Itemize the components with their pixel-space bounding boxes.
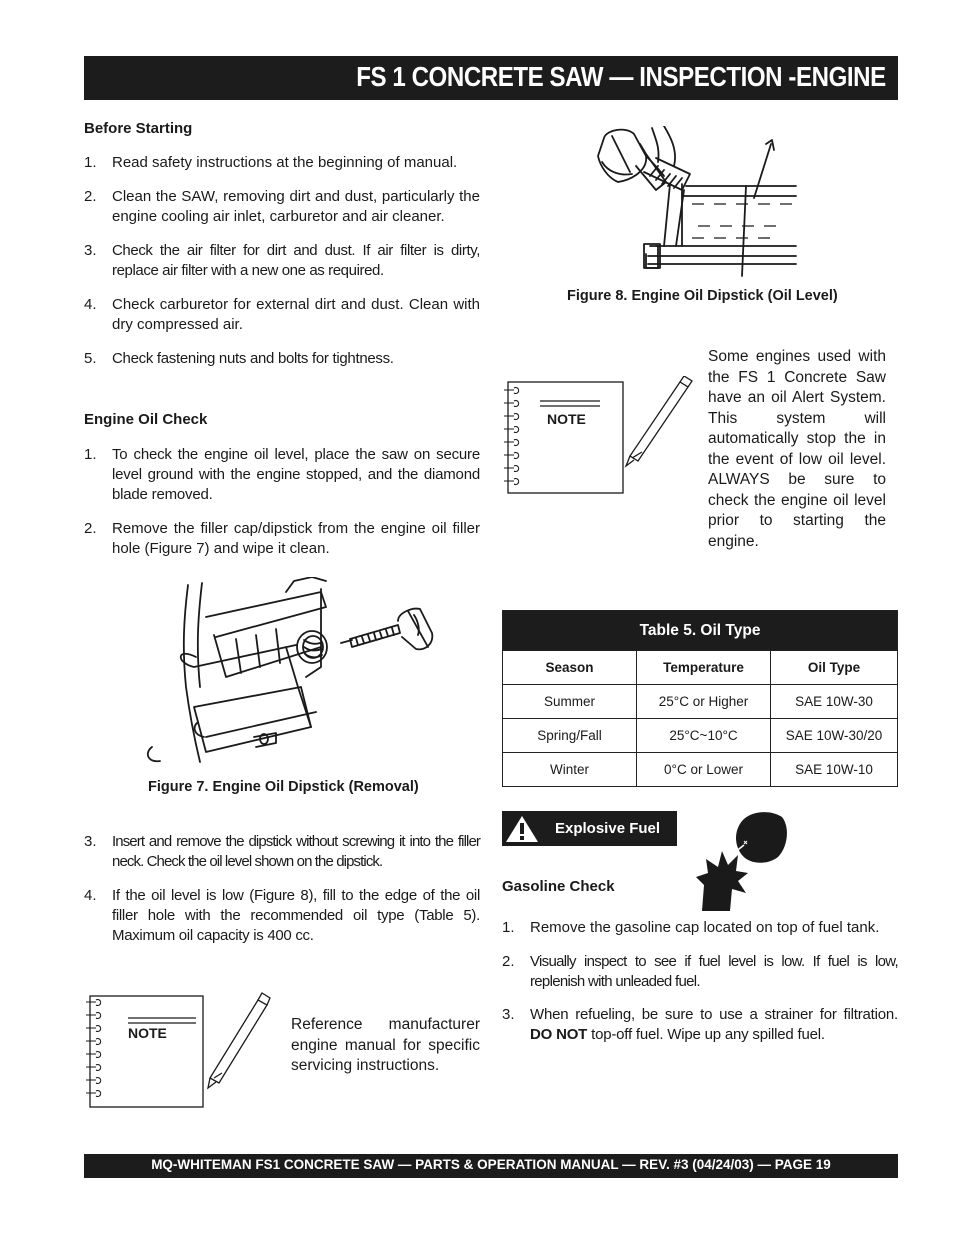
explosive-fuel-label: Explosive Fuel	[555, 820, 661, 837]
explosive-fuel-warning-bar	[502, 811, 677, 846]
engine-oil-dipstick-level-illustration	[586, 126, 802, 282]
note-oil-alert-text: Some engines used with the FS 1 Concrete Saw have an oil Alert System. This system will automatically stop the in the event of low oil level. ALWAYS be sure to check the engine oil level prior to starting the engine.	[708, 348, 886, 550]
table-title: Table 5. Oil Type	[503, 611, 898, 651]
engine-oil-dipstick-removal-illustration	[136, 577, 436, 769]
list-item: 3. Insert and remove the dipstick without screwing it into the filler neck. Check the oil level shown on the dipstick.	[84, 833, 480, 870]
note-notebook-icon	[502, 376, 694, 496]
note-reference-text: Reference manufacturer engine manual for specific servicing instructions.	[291, 1016, 480, 1074]
note-label: NOTE	[547, 411, 586, 427]
list-item: 3. When refueling, be sure to use a strainer for filtration. DO NOT top-off fuel. Wipe up any spilled fuel.	[502, 1006, 898, 1043]
gasoline-check-heading: Gasoline Check	[502, 878, 615, 895]
oil-type-table	[502, 610, 898, 787]
before-starting-heading: Before Starting	[84, 120, 193, 137]
page-title: FS 1 CONCRETE SAW — INSPECTION -ENGINE	[356, 61, 886, 92]
table-row: Summer 25°C or Higher SAE 10W-30	[503, 685, 898, 719]
list-item: 2. Remove the filler cap/dipstick from the engine oil filler hole (Figure 7) and wipe it clean.	[84, 520, 480, 557]
table-row: Spring/Fall 25°C~10°C SAE 10W-30/20	[503, 719, 898, 753]
column-header-oil-type: Oil Type	[771, 651, 898, 685]
figure-7-caption: Figure 7. Engine Oil Dipstick (Removal)	[148, 779, 419, 795]
list-item: 1. To check the engine oil level, place the saw on secure level ground with the engine stopped, and the diamond blade removed.	[84, 446, 480, 503]
list-item: 1. Remove the gasoline cap located on top of fuel tank.	[502, 919, 880, 936]
list-item: 4. Check carburetor for external dirt and dust. Clean with dry compressed air.	[84, 296, 480, 333]
note-label: NOTE	[128, 1025, 167, 1041]
warning-triangle-icon	[504, 814, 540, 844]
list-item: 4. If the oil level is low (Figure 8), fill to the edge of the oil filler hole with the recommended oil type (Table 5). Maximum oil capacity is 400 cc.	[84, 887, 480, 944]
page-title-bar	[84, 56, 898, 100]
column-header-season: Season	[503, 651, 637, 685]
list-item: 2. Clean the SAW, removing dirt and dust, particularly the engine cooling air inlet, carburetor and air cleaner.	[84, 188, 480, 225]
figure-8-caption: Figure 8. Engine Oil Dipstick (Oil Level)	[567, 288, 838, 304]
column-header-temperature: Temperature	[637, 651, 771, 685]
list-item: 3. Check the air filter for dirt and dust. If air filter is dirty, replace air filter with a new one as required.	[84, 242, 480, 279]
list-item: 2. Visually inspect to see if fuel level is low. If fuel is low, replenish with unleaded fuel.	[502, 953, 898, 990]
list-item: 1. Read safety instructions at the beginning of manual.	[84, 154, 458, 171]
explosion-bomb-icon	[694, 807, 790, 913]
engine-oil-check-heading: Engine Oil Check	[84, 411, 208, 428]
footer-text: MQ-WHITEMAN FS1 CONCRETE SAW — PARTS & OPERATION MANUAL — REV. #3 (04/24/03) — PAGE 19	[151, 1157, 831, 1172]
note-notebook-icon	[84, 990, 274, 1110]
footer-bar	[84, 1154, 898, 1178]
table-row: Winter 0°C or Lower SAE 10W-10	[503, 753, 898, 787]
list-item: 5. Check fastening nuts and bolts for tightness.	[84, 350, 394, 367]
